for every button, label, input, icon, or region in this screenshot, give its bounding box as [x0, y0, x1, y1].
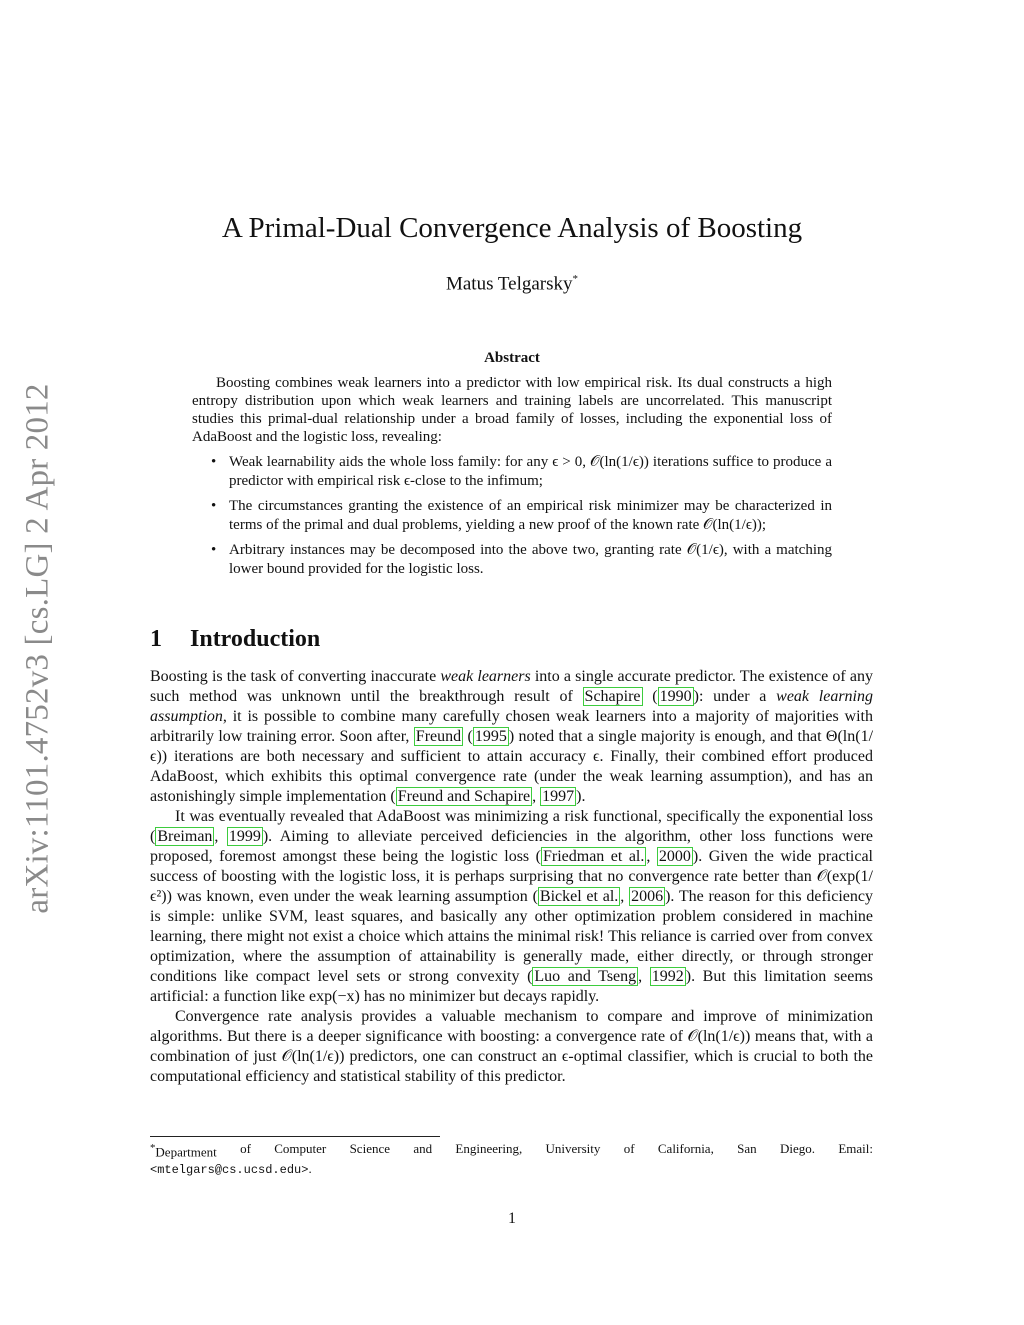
footnote-email[interactable]: <mtelgars@cs.ucsd.edu> — [150, 1163, 309, 1178]
citation-schapire: Schapire ( 1990 ) — [584, 688, 699, 705]
paragraph: It was eventually revealed that AdaBoost was minimizing a risk functional, specifically the exponential loss ( Breiman , 1999 ). Aiming to alleviate perceived deficiencies in the algorithm, other loss functions were proposed, foremost amongst these being the logistic loss ( Friedman et al. , 2000 ). Given the wide practical success of boosting with the logistic loss, it is perhaps surprising that no convergence rate better than 𝒪(exp(1/ϵ²)) was known, even under the weak learning assumption ( Bickel et al. , 2006 ). The reason for this deficiency is simple: unlike SVM, least squares, and basically any other optimization problem considered in machine learning, there might not exist a choice which attains the minimal risk! This reliance is carried over from convex optimization, where the assumption of attainability is generally made, either directly, or through stronger conditions like compact level sets or strong convexity ( Luo and Tseng , 1992 ). But this limitation seems artificial: a function like exp(−x) has no minimizer but decays rapidly. — [150, 808, 874, 1005]
citation-year-link[interactable]: 1990 — [659, 688, 692, 705]
footnote-marker: * — [150, 1142, 156, 1154]
citation-link[interactable]: Luo and Tseng — [534, 968, 637, 985]
footnote-word: of — [240, 1141, 251, 1156]
footnote-word: San — [737, 1141, 757, 1156]
abstract-heading: Abstract — [484, 350, 540, 366]
section-title: Introduction — [190, 626, 321, 652]
citation-year-link[interactable]: 1997 — [542, 788, 575, 805]
bullet-icon: • — [211, 542, 217, 558]
abstract-bullet-list — [192, 453, 832, 585]
emphasis: weak learners — [440, 668, 531, 685]
footnote-word: University — [545, 1141, 601, 1156]
section-heading — [150, 624, 320, 654]
footnote-word: Diego. — [779, 1141, 815, 1156]
footnote-word: of — [623, 1141, 635, 1156]
emphasis: weak learning assumption — [150, 688, 873, 725]
citation-bickel: ( Bickel et al. , 2006 ) — [532, 888, 671, 905]
citation-link[interactable]: Schapire — [584, 688, 641, 705]
citation-link[interactable]: Freund and Schapire — [397, 788, 531, 805]
footnote-word: Engineering, — [455, 1141, 523, 1156]
citation-luo-tseng: ( Luo and Tseng , 1992 ) — [527, 968, 692, 985]
section-number: 1 — [150, 626, 162, 652]
footnote-word: *Department — [150, 1142, 217, 1160]
citation-link[interactable]: Freund — [415, 728, 462, 745]
arxiv-stamp — [10, 372, 66, 924]
citation-year-link[interactable]: 1999 — [228, 828, 261, 845]
citation-year-link[interactable]: 1995 — [474, 728, 507, 745]
footnote-word: Science — [349, 1141, 390, 1156]
footnote-word: and — [413, 1141, 433, 1156]
citation-link[interactable]: Bickel et al. — [539, 888, 619, 905]
footnote-email-line: <mtelgars@cs.ucsd.edu>. — [150, 1161, 312, 1178]
footnote-word: Computer — [274, 1141, 327, 1156]
abstract-bullet: • Weak learnability aids the whole loss family: for any ϵ > 0, 𝒪(ln(1/ϵ)) iterations suffice to produce a predictor with empirical risk ϵ-close to the infimum; — [211, 454, 832, 489]
author-footnote-marker[interactable]: * — [572, 273, 579, 285]
author-name: Matus Telgarsky — [445, 273, 573, 295]
citation-link[interactable]: Friedman et al. — [542, 848, 645, 865]
citation-freund-schapire: ( Freund and Schapire , 1997 ) — [390, 788, 582, 805]
citation-friedman: ( Friedman et al. , 2000 ) — [535, 848, 699, 865]
abstract-bullet: • The circumstances granting the existence of an empirical risk minimizer may be characterized in terms of the primal and dual problems, yielding a new proof of the known rate 𝒪(ln(1/ϵ)); — [211, 498, 832, 533]
author-line — [0, 266, 1024, 297]
abstract-bullet: • Arbitrary instances may be decomposed into the above two, granting rate 𝒪(1/ϵ), with a matching lower bound provided for the logistic loss. — [211, 542, 832, 577]
citation-link[interactable]: Breiman — [157, 828, 213, 845]
body-text — [150, 667, 873, 1087]
abstract-intro: Boosting combines weak learners into a predictor with low empirical risk. Its dual constructs a high entropy distribution upon which weak learners and training labels are uncorrelated. This manuscript studies this primal-dual relationship under a broad family of losses, including the exponential loss of AdaBoost and the logistic loss, revealing: — [192, 375, 832, 445]
bullet-icon: • — [211, 498, 217, 514]
footnote-word: Email: — [838, 1141, 873, 1156]
paragraph: Boosting is the task of converting inaccurate weak learners into a single accurate predictor. The existence of any such method was unknown until the breakthrough result of Schapire ( 1990 ): under a weak learning assumption, it is possible to combine many carefully chosen weak learners into a majority of majorities with arbitrarily low training error. Soon after, Freund ( 1995 ) noted that a single majority is enough, and that Θ(ln(1/ϵ)) iterations are both necessary and sufficient to attain accuracy ϵ. Finally, their combined effort produced AdaBoost, which exhibits this optimal convergence rate (under the weak learning assumption), and has an astonishingly simple implementation ( Freund and Schapire , 1997 ). — [150, 668, 874, 805]
page-number: 1 — [508, 1210, 516, 1227]
paragraph: Convergence rate analysis provides a valuable mechanism to compare and improve of minimization algorithms. But there is a deeper significance with boosting: a convergence rate of 𝒪(ln(1/ϵ)) means that, with a combination of just 𝒪(ln(1/ϵ)) predictors, one can construct an ϵ-optimal classifier, which is crucial to both the computational efficiency and statistical stability of this predictor. — [150, 1008, 873, 1085]
citation-year-link[interactable]: 1992 — [651, 968, 684, 985]
citation-breiman: ( Breiman , 1999 ) — [150, 828, 269, 845]
footnote — [150, 1140, 873, 1179]
footnote-line — [150, 1140, 873, 1160]
paper-title: A Primal-Dual Convergence Analysis of Boosting — [221, 212, 803, 244]
footnote-divider — [150, 1136, 440, 1137]
citation-year-link[interactable]: 2006 — [631, 888, 664, 905]
citation-freund: Freund ( 1995 ) — [415, 728, 515, 745]
footnote-word: California, — [657, 1141, 714, 1156]
citation-year-link[interactable]: 2000 — [658, 848, 691, 865]
bullet-icon: • — [211, 454, 217, 470]
arxiv-stamp-text: arXiv:1101.4752v3 [cs.LG] 2 Apr 2012 — [19, 382, 56, 914]
